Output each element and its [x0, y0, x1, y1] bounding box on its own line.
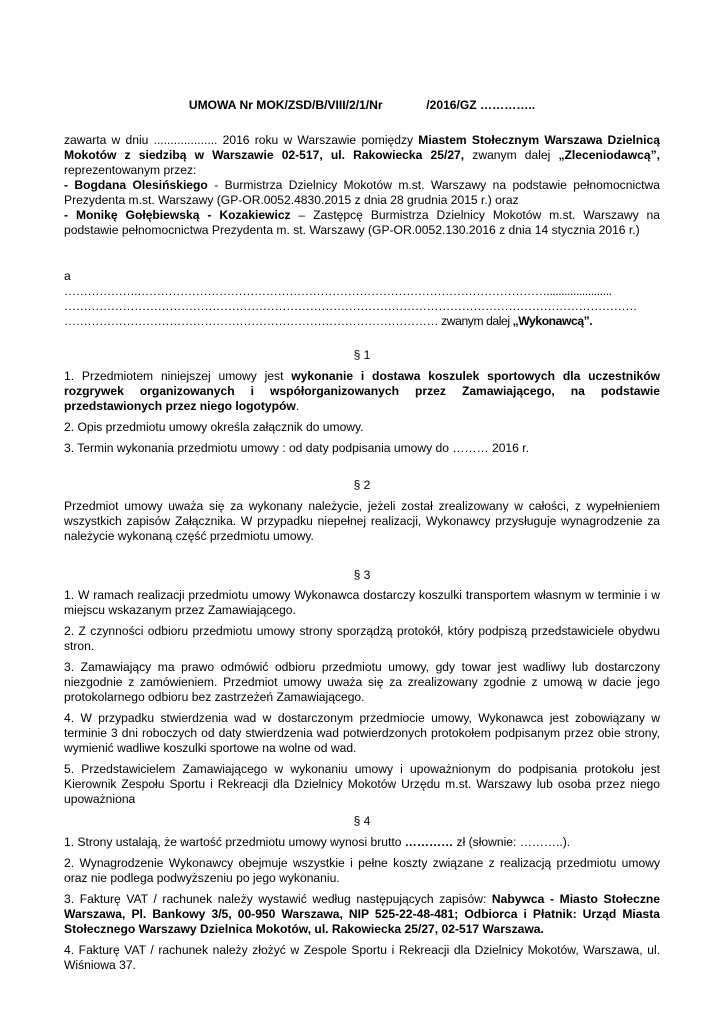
- section-3-item-1: 1. W ramach realizacji przedmiotu umowy Wykonawca dostarczy koszulki transportem własnym w terminie i w miejscu wskazanym przez Zamawiającego.: [64, 588, 660, 617]
- section-4-item-1-amount: …………: [404, 835, 454, 849]
- party2-a: a: [64, 269, 71, 283]
- section-3-item-3: 3. Zamawiający ma prawo odmówić odbioru przedmiotu umowy, gdy towar jest wadliwy lub dostarczony niezgodnie z zamówieniem. Przedmiot umowy uważa się za zrealizowany zgodnie z umową w dacie jego protokolarnego odbioru bez zastrzeżeń Zamawiającego.: [64, 660, 660, 704]
- section-4-item-4: 4. Fakturę VAT / rachunek należy złożyć w Zespole Sportu i Rekreacji dla Dzielnicy Mokotów, Warszawa, ul. Wiśniowa 37.: [64, 943, 660, 972]
- section-2-heading: § 2: [353, 478, 371, 492]
- section-4-item-1-text: 1. Strony ustalają, że wartość przedmiotu umowy wynosi brutto: [64, 835, 405, 849]
- document-title: UMOWA Nr MOK/ZSD/B/VIII/2/1/Nr /2016/GZ …………..: [188, 98, 536, 112]
- section-4-heading: § 4: [353, 814, 371, 828]
- party2-line-3: [64, 314, 660, 329]
- section-3-heading: § 3: [353, 568, 371, 582]
- party2-alias: „Wykonawcą”.: [512, 314, 593, 328]
- representative-2-text: – Zastępcę Burmistrza Dzielnicy Mokotów m.st. Warszawy na podstawie pełnomocnictwa Prezydenta m. st. Warszawy (GP-OR.0052.130.2016 z dnia 14 stycznia 2016 r.): [64, 208, 660, 237]
- section-1-item-1-text: 1. Przedmiotem niniejszej umowy jest: [64, 369, 292, 383]
- representative-1-text: - Burmistrza Dzielnicy Mokotów m.st. Warszawy na podstawie pełnomocnictwa Prezydenta m.st. Warszawy (GP-OR.0052.4830.2015 z dnia 28 grudnia 2015 r.) oraz: [64, 178, 660, 207]
- intro-paragraph: [64, 133, 660, 178]
- section-4-item-1: [64, 835, 660, 850]
- section-4-item-1-end: zł (słownie: ………..).: [453, 835, 571, 849]
- section-3-item-5: 5. Przedstawicielem Zamawiającego w wykonaniu umowy i upoważnionym do podpisania protokołu jest Kierownik Zespołu Sportu i Rekreacji dla Dzielnicy Mokotów Urzędu m.st. Warszawy lub osoba przez niego upoważniona: [64, 762, 660, 806]
- section-1-item-1: [64, 369, 660, 414]
- section-4-item-3-text: 3. Fakturę VAT / rachunek należy wystawić według następujących zapisów:: [64, 892, 492, 906]
- party2-line-1: ……………….……………………………………………………………………………………………......................: [64, 284, 612, 298]
- intro-text-2: zwanym dalej: [464, 148, 559, 162]
- section-4-item-2: 2. Wynagrodzenie Wykonawcy obejmuje wszystkie i pełne koszty związane z realizacją przedmiotu umowy oraz nie podlega podwyższeniu po jego wykonaniu.: [64, 856, 660, 885]
- party2-line-2: …………………………………………………………………………………………………………………………………: [64, 299, 637, 313]
- representative-2-name: - Monikę Gołębiewską - Kozakiewicz: [64, 208, 291, 222]
- intro-text-1: zawarta w dniu ................... 2016 roku w Warszawie pomiędzy: [64, 133, 419, 147]
- section-1-item-1-bold: wykonanie i dostawa koszulek sportowych dla uczestników rozgrywek organizowanych i współorganizowanych przez Zamawiającego, na podstawie przedstawionych przez niego logotypów: [64, 369, 661, 413]
- section-1-item-1-end: .: [295, 399, 300, 413]
- section-3-item-2: 2. Z czynności odbioru przedmiotu umowy strony sporządzą protokół, który podpiszą przedstawiciele obydwu stron.: [64, 624, 660, 653]
- representative-1: [64, 178, 660, 208]
- intro-party1-alias: „Zleceniodawcą”,: [558, 148, 660, 162]
- section-4-item-3: [64, 892, 660, 937]
- contract-page: [64, 98, 660, 973]
- party2-line-3-text: …………………………………………………………………………………… zwanym dalej: [64, 314, 513, 328]
- intro-party1-name: Miastem Stołecznym Warszawa Dzielnicą Mokotów z siedzibą w Warszawie 02-517, ul. Rakowiecka 25/27,: [64, 133, 660, 162]
- section-2-text: Przedmiot umowy uważa się za wykonany należycie, jeżeli został zrealizowany w całości, z wypełnieniem wszystkich zapisów Załącznika. W przypadku niepełnej realizacji, Wykonawcy przysługuje wynagrodzenie za należycie wykonaną część przedmiotu umowy.: [64, 499, 660, 543]
- section-1-item-2: 2. Opis przedmiotu umowy określa załącznik do umowy.: [64, 420, 364, 434]
- representative-1-name: - Bogdana Olesińskiego: [64, 178, 208, 192]
- section-1-heading: § 1: [353, 348, 371, 362]
- representative-2: [64, 208, 660, 238]
- section-4-item-3-bold: Nabywca - Miasto Stołeczne Warszawa, Pl. Bankowy 3/5, 00-950 Warszawa, NIP 525-22-48-481; Odbiorca i Płatnik: Urząd Miasta Stołecznego Warszawy Dzielnica Mokotów, ul. Rakowiecka 25/27, 02-517 Warszawa.: [64, 892, 660, 936]
- section-3-item-4: 4. W przypadku stwierdzenia wad w dostarczonym przedmiocie umowy, Wykonawca jest zobowiązany w terminie 3 dni roboczych od daty stwierdzenia wad potwierdzonych protokołem podpisanym przez obie strony, wymienić wadliwe koszulki sportowe na wolne od wad.: [64, 711, 660, 755]
- section-1-item-3: 3. Termin wykonania przedmiotu umowy : od daty podpisania umowy do ……… 2016 r.: [64, 441, 529, 455]
- intro-text-3: reprezentowanym przez:: [64, 163, 197, 177]
